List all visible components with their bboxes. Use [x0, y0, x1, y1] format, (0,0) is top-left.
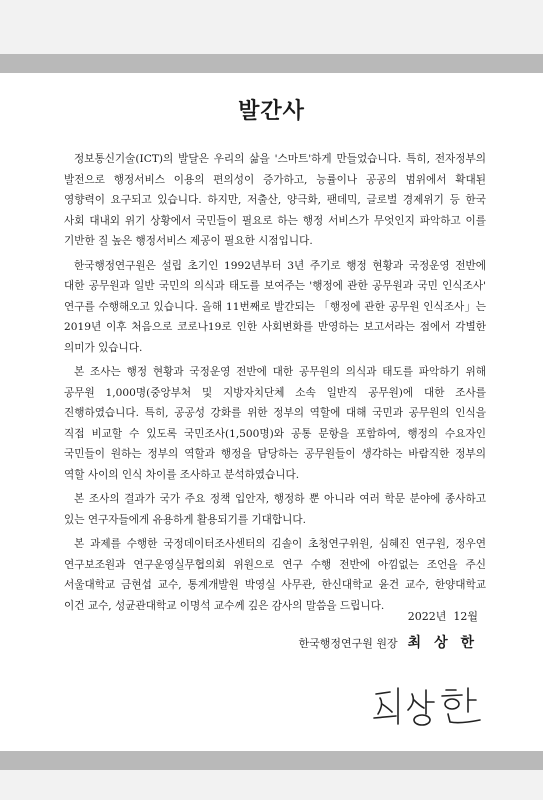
bottom-footer-bar	[0, 751, 543, 770]
paragraph-5: 본 과제를 수행한 국정데이터조사센터의 김솔이 초청연구위원, 심혜진 연구원, 정우연 연구보조원과 연구운영실무협의회 위원으로 연구 수행 전반에 아낌없는 조언을 주신 서울대학교 금현섭 교수, 통계개발원 박영실 사무관, 한신대학교 윤건 교수, 한양대학교 이건 교수, 성균관대학교 이명석 교수께 깊은 감사의 말씀을 드립니다.	[64, 538, 486, 612]
handwritten-signature	[370, 680, 490, 730]
page-title: 발간사	[238, 98, 305, 124]
preface-body	[64, 149, 486, 620]
signer-line	[299, 632, 478, 652]
signer-name: 최 상 한	[407, 635, 478, 651]
paragraph-2: 한국행정연구원은 설립 초기인 1992년부터 3년 주기로 행정 현황과 국정운영 전반에 대한 공무원과 일반 국민의 의식과 태도를 보여주는 '행정에 관한 공무원과 국민 인식조사' 연구를 수행해오고 있습니다. 올해 11번째로 발간되는 「행정에 관한 공무원 인식조사」는 2019년 이후 처음으로 코로나19로 인한 사회변화를 반영하는 보고서라는 점에서 각별한 의미가 있습니다.	[64, 259, 486, 354]
top-margin-band	[0, 0, 543, 54]
bottom-margin-band	[0, 770, 543, 800]
signer-title: 한국행정연구원 원장	[298, 637, 398, 650]
paragraph-1: 정보통신기술(ICT)의 발달은 우리의 삶을 '스마트'하게 만들었습니다. 특히, 전자정부의 발전으로 행정서비스 이용의 편의성이 증가하고, 능률이나 공공의 범위에서 확대된 영향력이 요구되고 있습니다. 하지만, 저출산, 양극화, 팬데믹, 글로벌 경제위기 등 한국 사회 대내외 위기 상황에서 국민들이 필요로 하는 행정 서비스가 무엇인지 파악하고 이를 기반한 질 높은 행정서비스 제공이 필요한 시점입니다.	[64, 153, 486, 247]
paragraph-4: 본 조사의 결과가 국가 주요 정책 입안자, 행정하 뿐 아니라 여러 학문 분야에 종사하고 있는 연구자들에게 유용하게 활용되기를 기대합니다.	[64, 493, 486, 526]
top-header-bar	[0, 54, 543, 73]
publication-date: 2022년 12월	[407, 610, 478, 623]
paragraph-3: 본 조사는 행정 현황과 국정운영 전반에 대한 공무원의 의식과 태도를 파악하기 위해 공무원 1,000명(중앙부처 및 지방자치단체 소속 일반직 공무원)에 대한 조사를 진행하였습니다. 특히, 공공성 강화를 위한 정부의 역할에 대해 국민과 공무원의 인식을 직접 비교할 수 있도록 국민조사(1,500명)와 공통 문항을 포함하여, 행정의 수요자인 국민들이 원하는 정부의 역할과 행정을 담당하는 공무원들이 생각하는 바람직한 정부의 역할 사이의 인식 차이를 조사하고 분석하였습니다.	[64, 366, 486, 481]
